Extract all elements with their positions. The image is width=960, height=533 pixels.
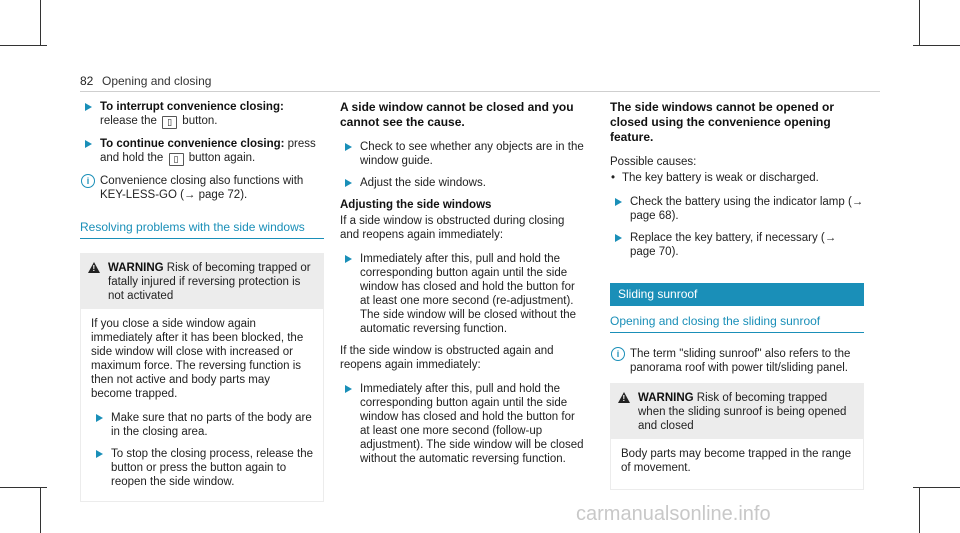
warning-header: ! WARNING Risk of becoming trapped or fatally injured if reversing protection is not activated: [80, 253, 324, 309]
action-text: Check the battery using the indicator lamp (→ page 68).: [630, 196, 864, 222]
watermark: carmanualsonline.info: [576, 503, 771, 525]
action-step: [340, 382, 586, 466]
section-heading: Resolving problems with the side windows: [80, 220, 324, 239]
bullet-text: The key battery is weak or discharged.: [622, 172, 819, 184]
action-step: [80, 100, 324, 129]
play-arrow-icon: [85, 103, 92, 111]
note-text: The term "sliding sunroof" also refers to the panorama roof with power tilt/sliding panel.: [630, 348, 851, 374]
info-icon: i: [81, 174, 95, 188]
action-step: [340, 176, 586, 190]
section-title: Opening and closing: [102, 74, 212, 88]
warning-body-text: Body parts may become trapped in the range of movement.: [621, 448, 852, 474]
problem-heading: A side window cannot be closed and you cannot see the cause.: [340, 100, 574, 129]
column-right: [610, 100, 864, 496]
action-text: button again.: [185, 152, 256, 164]
note: [80, 174, 324, 202]
crop-mark: [0, 45, 47, 46]
warning-text: Risk of becoming trapped when the sliding sunroof is being opened and closed: [638, 392, 847, 432]
crop-mark: [913, 45, 960, 46]
action-text: Check to see whether any objects are in the window guide.: [360, 141, 584, 167]
action-step: [91, 447, 313, 489]
play-arrow-icon: [96, 450, 103, 458]
action-step: [91, 411, 313, 439]
action-step: [340, 252, 586, 336]
sub-heading: Adjusting the side windows: [340, 199, 492, 211]
action-step: [80, 137, 324, 166]
play-arrow-icon: [345, 255, 352, 263]
crop-mark: [40, 0, 41, 46]
bullet-item: [610, 171, 864, 185]
warning-body: [610, 439, 864, 490]
crop-mark: [919, 487, 920, 533]
crop-mark: [913, 487, 960, 488]
warning-body-text: If you close a side window again immediately after it has been blocked, the side window will close with increased or maximum force. The reversing function is then not active and body parts may become trapped.: [91, 318, 304, 400]
action-text: Replace the key battery, if necessary (→ page 70).: [630, 232, 837, 258]
play-arrow-icon: [615, 234, 622, 242]
action-lead: To continue convenience closing:: [100, 138, 285, 150]
window-button-icon: ▯: [162, 116, 177, 129]
warning-body: [80, 309, 324, 502]
action-text: To stop the closing process, release the button or press the button again to reopen the side window.: [111, 448, 314, 488]
play-arrow-icon: [345, 385, 352, 393]
paragraph: If the side window is obstructed again and reopens again immediately:: [340, 345, 554, 371]
crop-mark: [40, 487, 41, 533]
action-step: [610, 231, 864, 259]
crop-mark: [919, 0, 920, 46]
info-icon: i: [611, 347, 625, 361]
action-lead: To interrupt convenience closing:: [100, 101, 284, 113]
paragraph: Possible causes:: [610, 156, 697, 168]
action-text: Make sure that no parts of the body are in the closing area.: [111, 412, 312, 438]
action-text: Adjust the side windows.: [360, 177, 486, 189]
play-arrow-icon: [615, 198, 622, 206]
action-text: Immediately after this, pull and hold the corresponding button again until the side window has closed and hold the button for at least one more second (re-adjustment). The side window will be closed without the automatic reversing function.: [360, 253, 577, 335]
bullet-icon: •: [611, 172, 616, 184]
action-text: Immediately after this, pull and hold the corresponding button again until the side window has closed and hold the button for at least one more second (follow-up adjustment). The side window will be closed without the automatic reversing function.: [360, 383, 584, 465]
warning-label: WARNING: [108, 262, 164, 274]
play-arrow-icon: [85, 140, 92, 148]
note-text: Convenience closing also functions with KEY-LESS-GO (→ page 72).: [100, 175, 304, 201]
action-text: press and hold the: [100, 138, 316, 164]
play-arrow-icon: [96, 414, 103, 422]
header-divider: [80, 91, 880, 92]
play-arrow-icon: [345, 143, 352, 151]
crop-mark: [0, 487, 47, 488]
action-text: button.: [179, 115, 218, 127]
column-left: [80, 100, 324, 508]
paragraph: If a side window is obstructed during closing and reopens again immediately:: [340, 215, 565, 241]
warning-box: [80, 253, 324, 502]
warning-label: WARNING: [638, 392, 694, 404]
chapter-band: Sliding sunroof: [610, 283, 864, 306]
page-header: [80, 74, 880, 92]
play-arrow-icon: [345, 179, 352, 187]
action-text: release the: [100, 115, 157, 127]
problem-heading: The side windows cannot be opened or closed using the convenience opening feature.: [610, 100, 835, 144]
note: [610, 347, 864, 375]
warning-header: ! WARNING Risk of becoming trapped when the sliding sunroof is being opened and closed: [610, 383, 864, 439]
action-step: [340, 140, 586, 168]
warning-text: Risk of becoming trapped or fatally injured if reversing protection is not activated: [108, 262, 311, 302]
window-button-icon: ▯: [169, 153, 184, 166]
action-step: [610, 195, 864, 223]
warning-box: [610, 383, 864, 490]
column-middle: [340, 100, 586, 474]
page-number: 82: [80, 74, 94, 88]
section-heading: Opening and closing the sliding sunroof: [610, 314, 864, 333]
